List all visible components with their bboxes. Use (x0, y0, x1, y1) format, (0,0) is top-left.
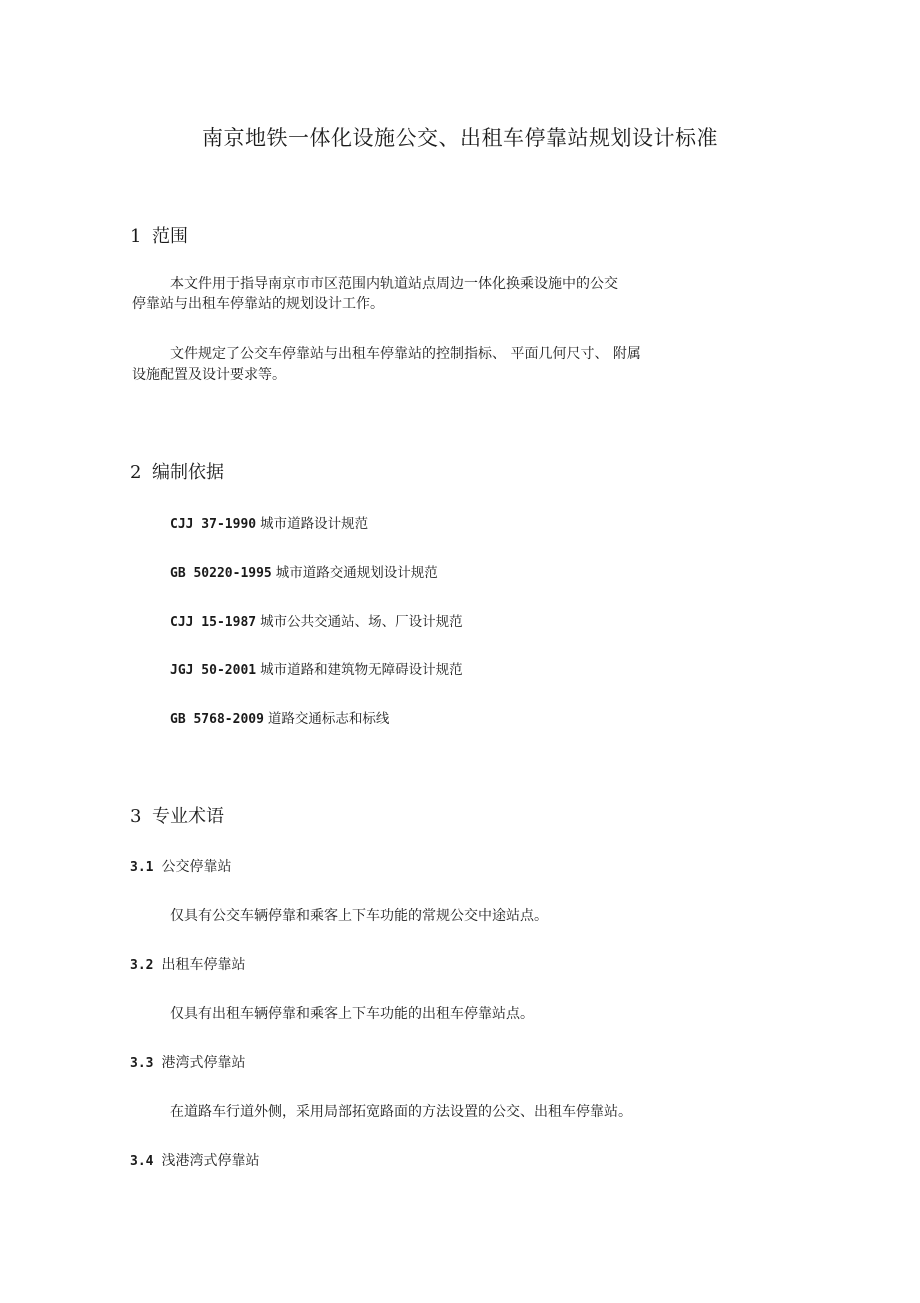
term-definition: 仅具有公交车辆停靠和乘客上下车功能的常规公交中途站点。 (170, 908, 548, 924)
reference-item (170, 512, 368, 532)
term-name: 公交停靠站 (161, 859, 232, 875)
scope-paragraph-1-line-2: 停靠站与出租车停靠站的规划设计工作。 (132, 296, 384, 312)
reference-title: 城市道路交通规划设计规范 (275, 565, 438, 581)
term-heading (130, 954, 245, 974)
section-title: 编制依据 (152, 462, 224, 483)
term-heading (130, 856, 231, 876)
reference-title: 城市公共交通站、场、厂设计规范 (260, 614, 463, 630)
reference-item (170, 610, 463, 630)
reference-code: GB 50220-1995 (170, 566, 272, 581)
scope-paragraph-2-line-1: 文件规定了公交车停靠站与出租车停靠站的控制指标、 平面几何尺寸、 附属 (170, 346, 641, 362)
section-number: 1 (130, 226, 142, 247)
reference-item (170, 561, 438, 581)
term-number: 3.2 (130, 958, 154, 973)
section-3-heading (130, 802, 224, 828)
reference-code: JGJ 50-2001 (170, 663, 257, 678)
section-1-heading (130, 222, 188, 248)
term-definition: 在道路车行道外侧，采用局部拓宽路面的方法设置的公交、出租车停靠站。 (170, 1104, 632, 1120)
section-number: 2 (130, 462, 142, 483)
section-number: 3 (130, 806, 142, 827)
term-number: 3.1 (130, 860, 154, 875)
reference-title: 城市道路和建筑物无障碍设计规范 (260, 662, 463, 678)
reference-item (170, 707, 389, 727)
term-number: 3.3 (130, 1056, 154, 1071)
reference-title: 道路交通标志和标线 (267, 711, 390, 727)
reference-title: 城市道路设计规范 (260, 516, 369, 532)
section-2-heading (130, 458, 224, 484)
section-title: 专业术语 (152, 806, 224, 827)
scope-paragraph-1-line-1: 本文件用于指导南京市市区范围内轨道站点周边一体化换乘设施中的公交 (170, 276, 618, 292)
term-name: 出租车停靠站 (161, 957, 246, 973)
reference-code: CJJ 37-1990 (170, 517, 257, 532)
term-heading (130, 1052, 245, 1072)
term-name: 浅港湾式停靠站 (161, 1153, 260, 1169)
term-heading (130, 1150, 259, 1170)
section-title: 范围 (152, 226, 188, 247)
document-title: 南京地铁一体化设施公交、出租车停靠站规划设计标准 (202, 126, 718, 150)
term-definition: 仅具有出租车辆停靠和乘客上下车功能的出租车停靠站点。 (170, 1006, 534, 1022)
reference-code: CJJ 15-1987 (170, 615, 257, 630)
reference-item (170, 658, 463, 678)
reference-code: GB 5768-2009 (170, 712, 264, 727)
scope-paragraph-2-line-2: 设施配置及设计要求等。 (132, 367, 286, 383)
term-number: 3.4 (130, 1154, 154, 1169)
term-name: 港湾式停靠站 (161, 1055, 246, 1071)
